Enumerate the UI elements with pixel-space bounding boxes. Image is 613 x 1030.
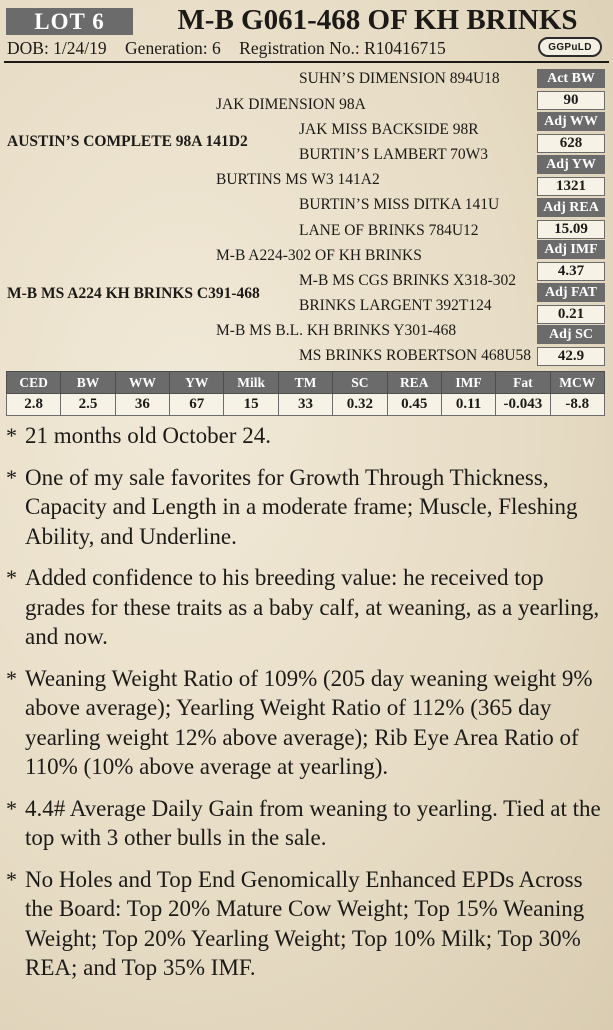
pedigree-dam-dam-sire: BRINKS LARGENT 392T124 <box>299 297 492 314</box>
note-text: Weaning Weight Ratio of 109% (205 day weaning weight 9% above average); Yearling Weight Ratio of 112% (365 day yearling weight 12% above average); Rib Eye Area Ratio of 110% (10% above average at yearling). <box>25 665 593 779</box>
pedigree-dam-sire: M-B A224-302 OF KH BRINKS <box>216 247 422 264</box>
bullet-star: * <box>6 866 17 892</box>
adj-value: 90 <box>537 91 605 110</box>
generation-text: Generation: 6 <box>125 38 221 58</box>
adj-label: Adj FAT <box>537 283 605 302</box>
epd-header-sc: SC <box>333 372 387 394</box>
note-text: Added confidence to his breeding value: he received top grades for these traits as a baby calf, at weaning, as a yearling, and now. <box>25 565 600 649</box>
pedigree-sire: AUSTIN’S COMPLETE 98A 141D2 <box>7 133 248 150</box>
epd-table <box>6 371 605 416</box>
epd-value-bw: 2.5 <box>61 394 115 416</box>
dob-text: DOB: 1/24/19 <box>7 38 107 58</box>
epd-value-mcw: -8.8 <box>550 394 604 416</box>
pedigree-sire-dam: BURTINS MS W3 141A2 <box>216 171 380 188</box>
pedigree-sire-sire-dam: JAK MISS BACKSIDE 98R <box>299 121 479 138</box>
adj-value: 15.09 <box>537 220 605 239</box>
epd-header-bw: BW <box>61 372 115 394</box>
lot-badge: LOT 6 <box>6 8 133 35</box>
epd-value-tm: 33 <box>278 394 332 416</box>
note-item <box>6 463 606 552</box>
epd-header-milk: Milk <box>224 372 278 394</box>
epd-value-imf: 0.11 <box>441 394 495 416</box>
adj-label: Adj SC <box>537 325 605 344</box>
pedigree-sire-dam-sire: BURTIN’S LAMBERT 70W3 <box>299 146 489 163</box>
epd-value-rea: 0.45 <box>387 394 441 416</box>
epd-header-fat: Fat <box>496 372 550 394</box>
epd-value-ced: 2.8 <box>7 394 61 416</box>
registration-text: Registration No.: R10416715 <box>239 38 446 58</box>
bullet-star: * <box>6 565 17 590</box>
adj-value: 1321 <box>537 177 605 196</box>
adj-label: Adj REA <box>537 198 605 217</box>
adj-value: 628 <box>537 134 605 153</box>
pedigree-dam-sire-sire: LANE OF BRINKS 784U12 <box>299 222 479 239</box>
epd-value-ww: 36 <box>115 394 169 416</box>
epd-header-ww: WW <box>115 372 169 394</box>
note-text: 21 months old October 24. <box>25 423 271 448</box>
pedigree-sire-sire-sire: SUHN’S DIMENSION 894U18 <box>299 70 500 87</box>
bullet-star: * <box>6 423 17 448</box>
pedigree-dam-sire-dam: M-B MS CGS BRINKS X318-302 <box>299 272 517 289</box>
epd-header-row <box>7 372 605 394</box>
adj-label: Act BW <box>537 69 605 88</box>
note-item <box>6 794 606 853</box>
note-item <box>6 865 606 983</box>
epd-header-yw: YW <box>170 372 224 394</box>
ggp-uld-logo: GGPuLD <box>538 37 602 57</box>
adj-label: Adj WW <box>537 112 605 131</box>
sale-notes <box>6 421 606 995</box>
header-divider <box>4 61 609 63</box>
epd-value-yw: 67 <box>170 394 224 416</box>
note-item <box>6 664 606 782</box>
adj-value: 0.21 <box>537 305 605 324</box>
epd-value-milk: 15 <box>224 394 278 416</box>
pedigree-dam-dam-dam: MS BRINKS ROBERTSON 468U58 <box>299 347 532 364</box>
note-item <box>6 421 606 451</box>
epd-header-tm: TM <box>278 372 332 394</box>
pedigree-dam-dam: M-B MS B.L. KH BRINKS Y301-468 <box>216 322 457 339</box>
epd-header-imf: IMF <box>441 372 495 394</box>
adj-label: Adj IMF <box>537 240 605 259</box>
note-text: One of my sale favorites for Growth Through Thickness, Capacity and Length in a moderate frame; Muscle, Fleshing Ability, and Underline. <box>25 464 578 549</box>
animal-info-line <box>7 38 460 58</box>
bullet-star: * <box>6 795 17 821</box>
epd-header-rea: REA <box>387 372 441 394</box>
adj-label: Adj YW <box>537 155 605 174</box>
animal-name-title: M-B G061-468 OF KH BRINKS <box>177 4 578 36</box>
epd-value-row <box>7 394 605 416</box>
bullet-star: * <box>6 665 17 691</box>
epd-value-fat: -0.043 <box>496 394 550 416</box>
epd-header-ced: CED <box>7 372 61 394</box>
pedigree-sire-sire: JAK DIMENSION 98A <box>216 96 366 113</box>
bullet-star: * <box>6 464 17 490</box>
pedigree-dam: M-B MS A224 KH BRINKS C391-468 <box>7 285 260 302</box>
adj-value: 4.37 <box>537 262 605 281</box>
note-text: No Holes and Top End Genomically Enhanced EPDs Across the Board: Top 20% Mature Cow Weight; Top 15% Weaning Weight; Top 20% Yearling Weight; Top 10% Milk; Top 30% REA; and Top 35% IMF. <box>25 866 585 980</box>
epd-header-mcw: MCW <box>550 372 604 394</box>
adj-value: 42.9 <box>537 347 605 366</box>
note-item <box>6 563 606 652</box>
epd-value-sc: 0.32 <box>333 394 387 416</box>
note-text: 4.4# Average Daily Gain from weaning to yearling. Tied at the top with 3 other bulls in the sale. <box>25 795 601 850</box>
pedigree-sire-dam-dam: BURTIN’S MISS DITKA 141U <box>299 196 500 213</box>
